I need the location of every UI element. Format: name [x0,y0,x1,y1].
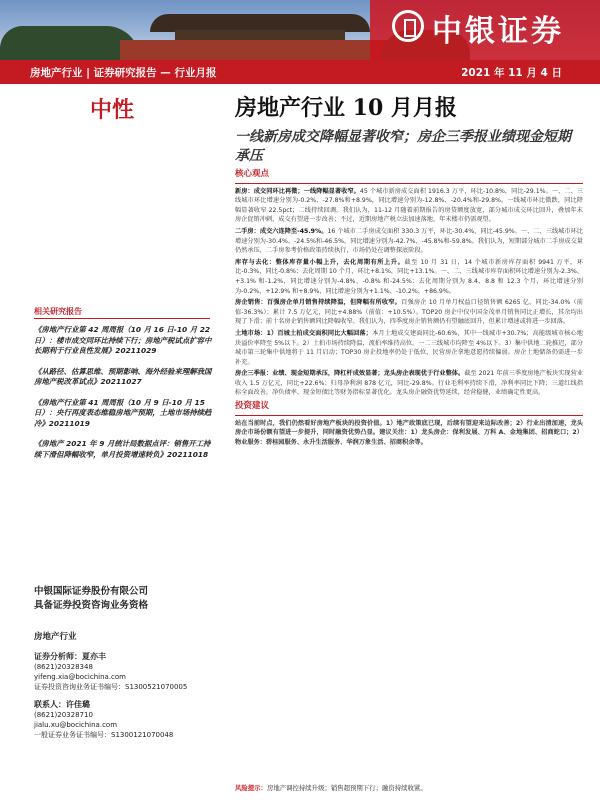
page-title: 房地产行业 10 月月报 [235,95,457,121]
paragraph [235,227,583,256]
core-divider [235,183,583,184]
paragraph-body: 截至 10 月 31 日，14 个城市新房库存面积 9941 万平，环比-0.3%，同比-0.8%；去化周期 10 个月，环比+8.1%，同比+13.1%。一、二、三线城市库存面积环比增速分别为-2.3%、+3.1% 和-1.2%，同比增速分别为-4.8%、-0.8% 和-24.5%；去化周期分别为 8.4、8.8 和 12.3 个月，环比增速分别为-0.2%、+12.9% 和+8.9%，同比增速分别为+1.1%、-10.2%、+86.9%。 [235,258,584,295]
main-content [235,170,583,449]
analyst-cert: 证券投资咨询业务证书编号：S1300521070005 [34,683,188,691]
company-info: 中银国际证券股份有限公司 具备证券投资咨询业务资格 [34,586,149,611]
related-report-link[interactable]: 《从路径、估算思维、预期影响、海外经验来理解我国房地产税改革试点》20211027 [34,366,212,386]
page-subtitle: 一线新房成交降幅显著收窄；房企三季报业绩现金短期承压 [235,129,571,164]
paragraph [235,298,583,327]
core-views-heading: 核心观点 [235,169,270,179]
contact-name: 联系人：许佳璐 [34,700,90,709]
invest-divider [235,415,583,416]
industry-label: 房地产行业 [34,632,77,642]
related-reports-heading: 相关研究报告 [34,307,82,316]
analyst-name: 证券分析师：夏亦丰 [34,652,106,661]
related-divider [34,318,210,319]
paragraph-lead: 新房：成交同环比再微；一线降幅显著收窄。 [235,187,360,195]
paragraph-lead: 库存与去化：整体库存量小幅上升，去化周期有所上升。 [235,258,405,266]
related-reports-list [34,325,214,470]
paragraph-body: 16 个城市二手房成交面积 330.3 万平，环比-30.4%，同比-45.9%。一、二、三线城市环比增速分别为-30.4%、-24.5%和-46.5%，同比增速分别为-42.7%、-45.8%和-59.8%。我们认为，短期部分城市二手房成交量仍然承压，二手房参考价格政策持续执行，市场仍处在调整探底阶段。 [235,227,583,255]
banner-palace-wall [120,40,400,60]
brand-name: 中银证券 [432,14,564,49]
banner-palace-eave [175,30,345,40]
paragraph-lead: 房企销售：百强房企单月销售持续降温，但降幅有所收窄。 [235,299,402,307]
paragraph-body: 45 个城市新房成交面积 1916.3 万平，环比-10.8%，同比-29.1%。一、二、三线城市环比增速分别为-0.2%、-27.8%和+8.9%，同比增速分别为-12.8%、-20.4%和-29.8%。一线城市环比微跌，同比降幅显著收窄 22.5pct；二线持续回调。我们认为，11-12 月随着前期报告的房贷额度放宽，部分城市成交环比回升，叠加年末房企促销冲刺，成交有望进一步改善；不过，近期房地产税立法加速落地，年末楼市仍需观望。 [235,187,584,224]
banner-tree-left [0,26,140,60]
risk-label: 风险提示： [235,784,267,792]
brand-logo [370,0,600,60]
contact-block [34,700,234,740]
risk-warning [235,783,585,792]
contact-cert: 一般证券业务证书编号：S1300121070048 [34,731,174,739]
contact-phone: (8621)20328710 [34,711,93,719]
paragraph-lead: 二手房：成交六连降至-45.9%。 [235,227,328,235]
contact-email[interactable]: jialu.xu@bocichina.com [34,721,118,729]
related-report-link[interactable]: 《房地产行业第 42 周周报（10 月 16 日-10 月 22 日）：楼市成交同环比持续下行；房地产税试点扩容中长期利于行业良性发展》20211029 [34,325,212,355]
risk-text: 房地产调控持续升级；销售超预期下行；融资持续收紧。 [266,784,427,792]
paragraph [235,187,583,225]
paragraph-body: 截至 2021 年前三季度房地产板块实现营业收入 1.5 万亿元，同比+22.6%；归母净利润 878 亿元，同比-29.8%。行业毛利率持续下滑，净利率同比下降；三道红线指标全面改善，净负债率、现金短债比等财务指标显著优化。龙头房企融资优势延续，经营稳健，业绩确定性更高。 [235,370,584,397]
investment-text: 站在当前时点，我们仍然看好房地产板块的投资价值。1）地产政策底已现，后续有望迎来边际改善；2）行业出清加速，龙头房企市场份额有望进一步提升，同时融资优势凸显。建议关注：1）龙头房企：保利发展、万科 A、金地集团、招商蛇口；2）物业服务：碧桂园服务、永升生活服务、华润万象生活、招商积余等。 [235,419,583,446]
paragraph [235,258,583,296]
paragraph-lead: 房企三季报：业绩、现金短期承压，降杠杆成效显著；龙头房企表现优于行业整体。 [235,370,465,378]
paragraph [235,369,583,398]
analyst-phone: (8621)20328348 [34,663,93,671]
report-info-bar [0,60,600,84]
related-report-link[interactable]: 《房地产行业第 41 周周报（10 月 9 日-10 月 15 日）：央行再度表态维稳房地产预期，土地市场持续趋冷》20211019 [34,397,212,428]
breadcrumb: 房地产行业 | 证券研究报告 — 行业月报 [30,67,217,79]
rating-badge: 中性 [90,97,135,123]
paragraph-body: 本月土地成交建面同比-60.6%，其中一线城市+30.7%；高能级城市核心地块溢价率降至 5%以下。2）土拍市场持续降温，流拍率维持高位。一二三线城市均降至 4%以下。3）集中供地二轮推迟，部分城市第三轮集中供地将于 11 月启动；TOP30 房企投地率仍处于低位，民营房企拿地意愿持续偏弱。房企土地储备仍需进一步补充。 [235,329,583,366]
analyst-block [34,652,234,692]
paragraph-body: 百强房企 10 月单月权益口径销售额 6265 亿，同比-34.0%（前值-36.3%）；累计 7.5 万亿元，同比+4.88%（前值：+10.5%）。TOP20 房企中仅中国金茂单月销售同比正增长，其余均出现了下滑；前十名房企销售额同比降幅收窄。我们认为，四季度房企销售额仍有望触底回升，但累计增速或将进一步回落。 [235,299,583,326]
paragraph [235,329,583,367]
analyst-email[interactable]: yifeng.xia@bocichina.com [34,673,126,681]
bank-of-china-logo-icon [392,10,424,42]
investment-heading: 投资建议 [235,401,270,412]
header-banner [0,0,600,60]
related-report-link[interactable]: 《房地产 2021 年 9 月统计局数据点评：销售开工持续下滑但降幅收窄，单月投资增速转负》20211018 [34,439,211,459]
report-date: 2021 年 11 月 4 日 [461,67,562,79]
paragraph-lead: 土地市场：1）百城土拍成交面积同比大幅回落； [235,329,372,337]
